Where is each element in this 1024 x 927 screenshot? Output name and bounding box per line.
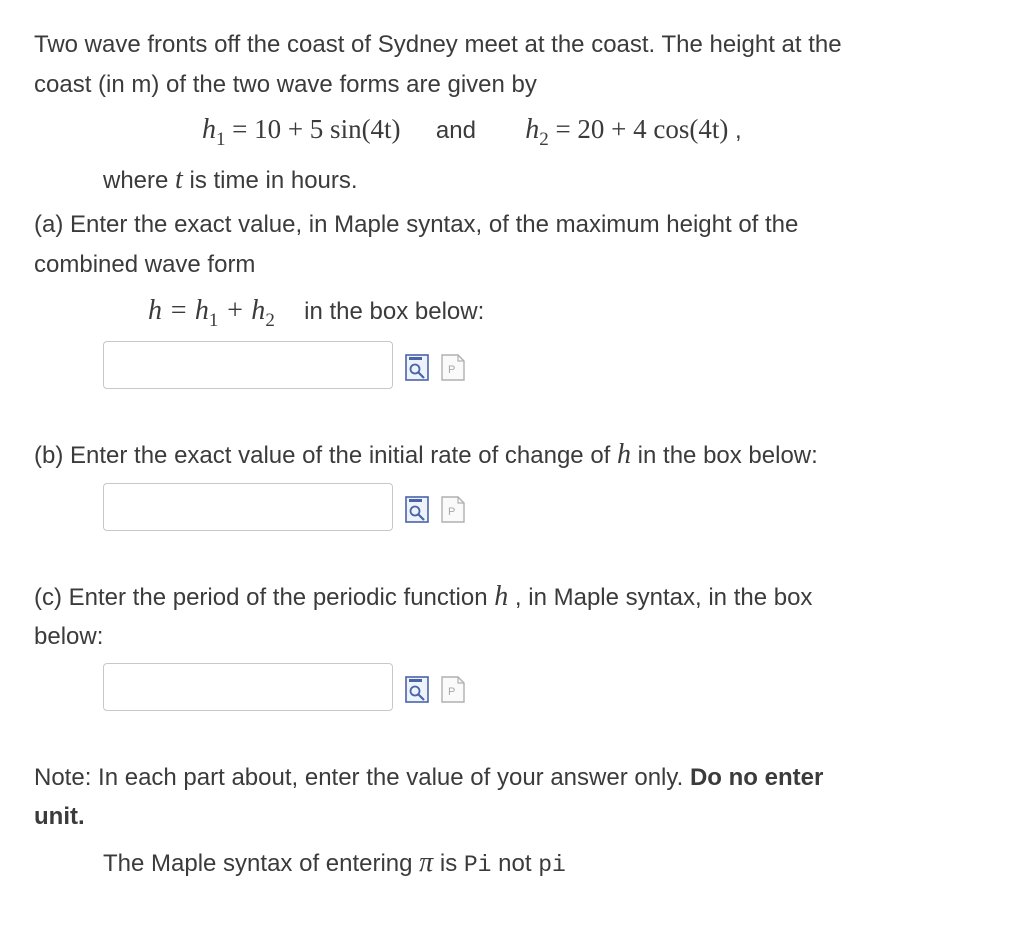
part-b-suffix: in the box below:	[631, 442, 818, 469]
maple-note-not: not	[491, 850, 539, 877]
part-c-line-2: below:	[34, 623, 104, 650]
part-c-h-variable: h	[494, 581, 509, 612]
maple-syntax-icon[interactable]	[441, 354, 465, 381]
maple-note-is: is	[433, 850, 464, 877]
note-line-1	[34, 764, 823, 792]
equation-comma: ,	[735, 117, 742, 144]
part-b-prefix: (b) Enter the exact value of the initial rate of change of	[34, 442, 618, 469]
part-a-plus-h: + h	[218, 295, 266, 326]
and-word: and	[435, 117, 476, 144]
intro-line-1: Two wave fronts off the coast of Sydney meet at the coast. The height at the	[34, 31, 842, 58]
h1-equals: =	[232, 114, 248, 144]
part-a-line-2: combined wave form	[34, 251, 256, 278]
h2-equals: =	[555, 114, 571, 144]
note-bold-1: Do no enter	[689, 764, 824, 791]
maple-code-pi-lower: pi	[538, 852, 566, 878]
note-bold-2: unit.	[34, 803, 85, 830]
svg-text:P: P	[448, 686, 456, 698]
maple-syntax-icon[interactable]	[441, 676, 465, 703]
h1-expression: 10 + 5 sin(4t)	[254, 114, 401, 144]
h2-expression: 20 + 4 cos(4t)	[577, 114, 729, 144]
answer-input-c[interactable]	[103, 663, 393, 711]
answer-input-a[interactable]	[103, 341, 393, 389]
preview-icon[interactable]	[405, 354, 429, 381]
part-c-line-1	[34, 583, 812, 612]
part-a-h-equation: h = h	[148, 295, 209, 326]
where-line	[103, 166, 358, 195]
h2-variable: h	[525, 114, 540, 145]
svg-text:P: P	[448, 506, 456, 518]
svg-text:P: P	[448, 364, 456, 376]
part-a-sub-2: 2	[265, 310, 275, 331]
part-a-line-1: (a) Enter the exact value, in Maple syntax, of the maximum height of the	[34, 211, 799, 238]
part-b-line	[34, 441, 818, 470]
h1-variable: h	[202, 114, 216, 145]
h1-subscript: 1	[216, 129, 226, 150]
part-a-tail: in the box below:	[304, 298, 485, 325]
where-suffix: is time in hours.	[182, 167, 358, 194]
maple-note	[103, 849, 566, 879]
part-c-prefix: (c) Enter the period of the periodic function	[34, 584, 495, 611]
part-b-h-variable: h	[617, 439, 632, 470]
maple-note-prefix: The Maple syntax of entering	[103, 850, 420, 877]
preview-icon[interactable]	[405, 496, 429, 523]
maple-syntax-icon[interactable]	[441, 496, 465, 523]
note-text: Note: In each part about, enter the value of your answer only.	[34, 764, 690, 791]
t-variable: t	[175, 164, 183, 195]
part-a-sub-1: 1	[208, 310, 219, 331]
answer-input-b[interactable]	[103, 483, 393, 531]
part-a-math-line	[148, 295, 485, 331]
h2-subscript: 2	[539, 129, 549, 150]
preview-icon[interactable]	[405, 676, 429, 703]
part-c-suffix: , in Maple syntax, in the box	[508, 584, 813, 611]
pi-symbol: π	[419, 847, 434, 878]
where-prefix: where	[103, 167, 176, 194]
maple-code-pi-upper: Pi	[463, 852, 492, 878]
equation	[202, 114, 742, 150]
intro-line-2: coast (in m) of the two wave forms are given by	[34, 71, 537, 98]
